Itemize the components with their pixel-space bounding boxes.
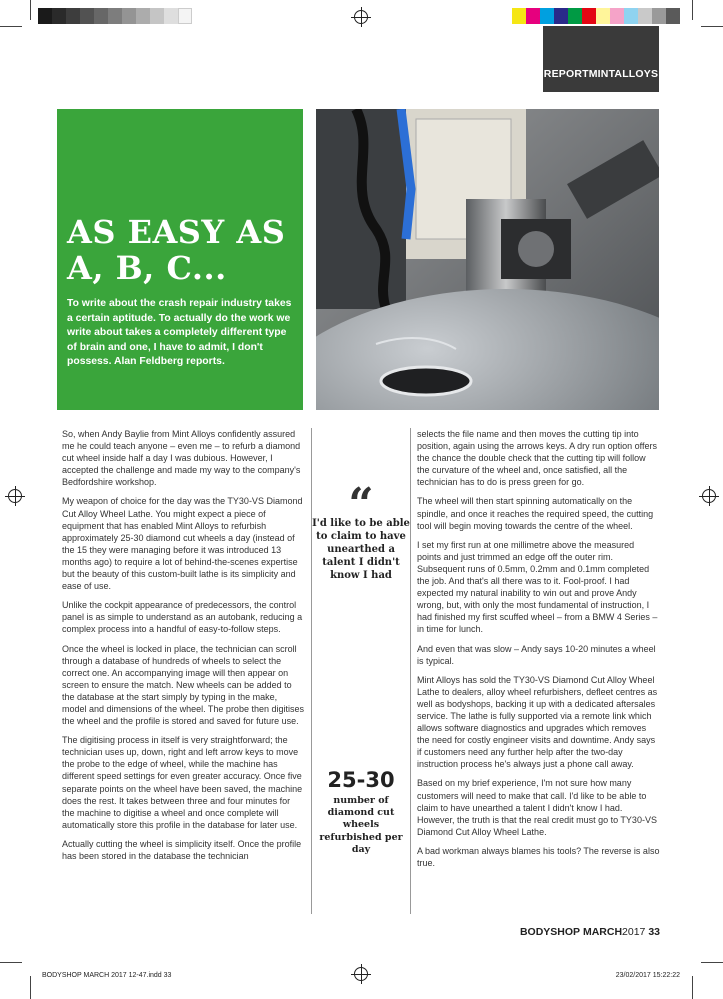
magazine-name: BODYSHOP bbox=[519, 926, 581, 938]
crop-mark bbox=[692, 0, 693, 20]
grey-scale-bar bbox=[38, 8, 192, 24]
print-slug-file: BODYSHOP MARCH 2017 12-47.indd 33 bbox=[42, 972, 172, 979]
body-paragraph: I set my first run at one millimetre above the measured points and just trimmed an edge off the outer rim. Subsequent runs of 0.5mm, 0.2mm and 0.1mm completed the job. And that's all there was to it. Fool-proof. I had expected my natural inability to win out and prove Andy wrong, but, with only the most fundamental of instruction, I had finished my first scuffed wheel – from a BMW 4 Series – in time for lunch. bbox=[417, 539, 658, 635]
registration-mark-icon bbox=[354, 967, 368, 981]
crop-mark bbox=[30, 0, 31, 20]
intro-box bbox=[57, 109, 303, 410]
body-paragraph: So, when Andy Baylie from Mint Alloys confidently assured me he could teach anyone – even me – to refurb a diamond cut wheel inside half a day I was dubious. However, I accepted the challenge and made my way to the company's Bedfordshire workshop. bbox=[62, 429, 301, 488]
crop-mark bbox=[701, 26, 723, 27]
print-slug-timestamp: 23/02/2017 15:22:22 bbox=[615, 972, 680, 979]
section-label: REPORTMINTALLOYS bbox=[543, 68, 659, 80]
article-column-right bbox=[417, 428, 660, 876]
issue-year: 2017 bbox=[622, 926, 646, 938]
stat-number: 25-30 bbox=[327, 768, 395, 792]
body-paragraph: Mint Alloys has sold the TY30-VS Diamond Cut Alloy Wheel Lathe to dealers, alloy wheel refurbishers, defleet centres as well as bodyshops, backing it up with a dedicated aftersales service. The lathe is fully supported via a remote link which allows software diagnostics and upgrades which removes the need for costly engineer visits and downtime. Andy says if customers need any further help after the two-day instruction process he's always just a phone call away. bbox=[417, 674, 658, 770]
body-paragraph: Unlike the cockpit appearance of predecessors, the control panel is as simple to understand as an autobank, reducing a complex process into a handful of easy-to-follow steps. bbox=[62, 600, 303, 635]
crop-mark bbox=[692, 976, 693, 999]
page-folio bbox=[500, 926, 660, 938]
article-column-left bbox=[62, 428, 304, 869]
lathe-photo bbox=[316, 109, 659, 410]
pull-quote: I'd like to be able to claim to have unearthed a talent I didn't know I had bbox=[312, 518, 410, 581]
section-tab bbox=[543, 26, 659, 92]
body-paragraph: Based on my brief experience, I'm not sure how many customers will need to make that call. I'd like to be able to claim to have unearthed a talent I didn't know I had. However, the truth is that the real credit must go to TY30-VS Diamond Cut Alloy Wheel Lathe. bbox=[417, 778, 657, 837]
crop-mark bbox=[30, 976, 31, 999]
colour-bar bbox=[512, 8, 680, 24]
body-paragraph: A bad workman always blames his tools? The reverse is also true. bbox=[417, 845, 660, 868]
quote-mark-icon: “ bbox=[348, 479, 374, 530]
crop-mark bbox=[0, 962, 22, 963]
registration-mark-icon bbox=[8, 489, 22, 503]
lathe-photo-illustration bbox=[316, 109, 659, 410]
crop-mark bbox=[701, 962, 723, 963]
body-paragraph: Actually cutting the wheel is simplicity itself. Once the profile has been stored in the database the technician bbox=[62, 838, 302, 861]
body-paragraph: Once the wheel is locked in place, the technician can scroll through a database of hundreds of wheels to select the correct one. An accompanying image will then appear on screen to ensure the match. New wheels can be added to the database at the start simply by typing in the make, model and dimensions of the wheel. The probe then digitises the wheel and the profile is stored and saved for future use. bbox=[62, 643, 304, 727]
column-divider bbox=[410, 428, 411, 914]
body-paragraph: The wheel will then start spinning automatically on the spindle, and once it reaches the required speed, the cutting tool will begin moving towards the centre of the wheel. bbox=[417, 496, 654, 531]
body-paragraph: And even that was slow – Andy says 10-20 minutes a wheel is typical. bbox=[417, 643, 656, 666]
headline bbox=[67, 214, 297, 286]
standfirst: To write about the crash repair industry takes a certain aptitude. To actually do the work we write about takes a completely different type of brain and one, I have to admit, I don't possess. Alan Feldberg reports. bbox=[67, 298, 292, 368]
stat-caption: number of diamond cut wheels refurbished per day bbox=[319, 795, 403, 855]
body-paragraph: My weapon of choice for the day was the TY30-VS Diamond Cut Alloy Wheel Lathe. You might expect a piece of equipment that has enabled Mint Alloys to refurbish approximately 25-30 diamond cut wheels a day (instead of the 15 they were managing before it was introduced 13 months ago) to require a lot of behind-the-scenes expertise but the beauty of this custom-built lathe is its simplicity and ease of use. bbox=[62, 496, 303, 592]
body-paragraph: selects the file name and then moves the cutting tip into position, again using the arrows keys. A dry run option offers the chance the double check that the cutting tip will follow the curvature of the wheel and, once satisfied, all the technician has to do is press green for go. bbox=[417, 429, 657, 488]
registration-mark-icon bbox=[354, 10, 368, 24]
headline-line: A, B, C... bbox=[67, 249, 227, 287]
registration-mark-icon bbox=[702, 489, 716, 503]
crop-mark bbox=[0, 26, 22, 27]
issue-month: MARCH bbox=[582, 926, 623, 938]
headline-line: AS EASY AS bbox=[67, 213, 286, 251]
page-number: 33 bbox=[648, 926, 660, 938]
body-paragraph: The digitising process in itself is very straightforward; the technician uses up, down, right and left arrow keys to move the probe to the edge of wheel, while the machine has different speed settings for even greater accuracy. Once five separate points on the wheel have been saved, the machine does the rest. It takes between three and four minutes for the machine to digitise a wheel and once complete will automatically store this profile in the database for later use. bbox=[62, 735, 303, 830]
